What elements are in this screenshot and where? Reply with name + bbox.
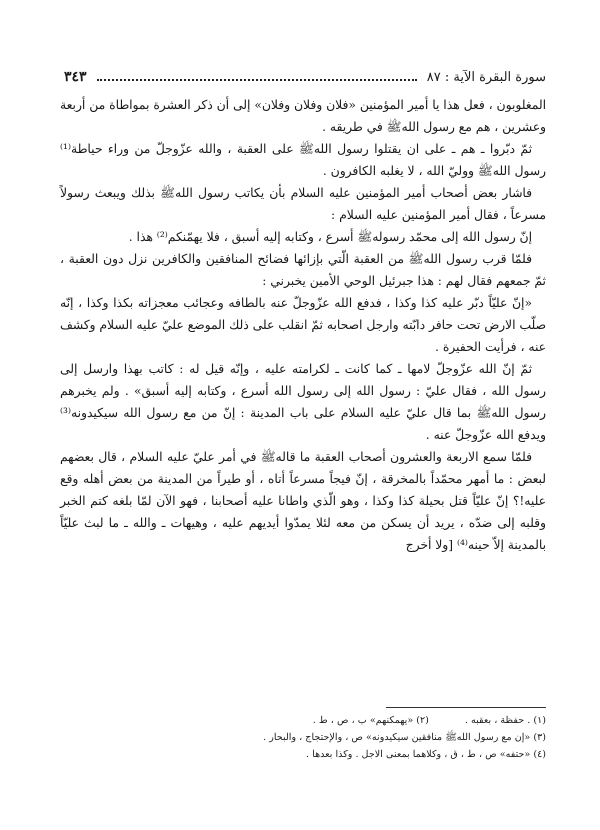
paragraph: إنّ رسول الله إلى محمّد رسولهﷺ أسرع ، وكتابه إليه أسبق ، فلا يهمّنكم⁽²⁾ هذا .	[128, 230, 532, 244]
footnote-row	[60, 746, 546, 763]
footnote: (٤) «حتفه» ص ، ط ، ق ، وكلاهما بمعنى الاجل . وكذا بعدها .	[306, 749, 546, 760]
surah-reference: سورة البقرة الآية : ٨٧	[426, 69, 546, 85]
header-dotted-rule	[97, 73, 417, 81]
running-header	[64, 66, 546, 88]
paragraph: فلمّا سمع الاربعة والعشرون أصحاب العقبة ما قالهﷺ في أمر عليّ عليه السلام ، قال بعضهم لبعض : ما أمهر محمّداً بالمخرقة ، إنّ فيجاً مسرعاً أتاه ، أو طيراً من المدينة من بعض أهله وقع عليه!؟ إنّ عليّاً قتل بحيلة كذا وكذا ، وهو الّذي واطانا عليه أصحابنا ، فهو الآن لمّا بلغه كتم الخبر وقلبه إلى ضدّه ، يريد أن يسكن من معه لئلا يمدّوا أيديهم عليه ، وهيهات ـ والله ـ ما لبث عليّاً بالمدينة إلاّ حينه⁽⁴⁾ [ولا أخرج	[60, 450, 546, 552]
footnote-row	[60, 712, 546, 729]
paragraph: المغلوبون ، فعل هذا يا أمير المؤمنين «فلان وفلان وفلان» إلى أن ذكر العشرة بمواطاة من أربعة وعشرين ، هم مع رسول اللهﷺ في طريقه .	[60, 98, 546, 134]
footnote: (١) . حفظة ، بعقبه .	[464, 715, 546, 726]
paragraph: «إنّ عليّاً دبّر عليه كذا وكذا ، فدفع الله عزّوجلّ عنه بالطافه وعجائب معجزاته بكذا وكذا ، إنّه صلّب الارض تحت حافر دابّته وارجل اصحابه ثمّ انقلب على ذلك الموضع عليّ عليه السلام وكشف عنه ، فرأيت الحفيرة .	[60, 296, 546, 354]
paragraph: ثمّ إنّ الله عزّوجلّ لامها ـ كما كانت ـ لكرامته عليه ، وإنّه قيل له : كاتب بهذا وارسل إلى رسول الله ، فقال عليّ : رسول الله إلى رسول الله أسرع ، وكتابه إليه أسبق» . ولم يخبرهم رسول اللهﷺ بما قال عليّ عليه السلام على باب المدينة : إنّ من مع رسول الله سيكيدونه⁽³⁾ ويدفع الله عزّوجلّ عنه .	[60, 362, 546, 442]
footnote-row	[60, 729, 546, 746]
footnote-separator	[386, 707, 546, 708]
paragraph: فلمّا قرب رسول اللهﷺ من العقبة الّتي بإزائها فضائح المنافقين والكافرين نزل دون العقبة ، ثمّ جمعهم فقال لهم : هذا جبرئيل الوحي الأمين يخبرني :	[60, 252, 546, 288]
paragraph: ثمّ دبّروا ـ هم ـ على ان يقتلوا رسول اللهﷺ على العقبة ، والله عزّوجلّ من وراء حياطة⁽¹⁾ رسول اللهﷺ ووليّ الله ، لا يغلبه الكافرون .	[60, 142, 546, 178]
footnotes	[60, 712, 546, 763]
main-text	[60, 94, 546, 556]
paragraph: فاشار بعض أصحاب أمير المؤمنين عليه السلام بأن يكاتب رسول اللهﷺ بذلك ويبعث رسولاً مسرعاً ، فقال أمير المؤمنين عليه السلام :	[60, 186, 546, 222]
footnote: (٣) «إن مع رسول اللهﷺ منافقين سيكيدونه» ص ، والإحتجاج ، والبحار .	[263, 732, 546, 743]
footnote: (٢) «يهمكنهم» ب ، ص ، ط .	[312, 715, 429, 726]
page-number: ٣٤٣	[64, 69, 87, 85]
